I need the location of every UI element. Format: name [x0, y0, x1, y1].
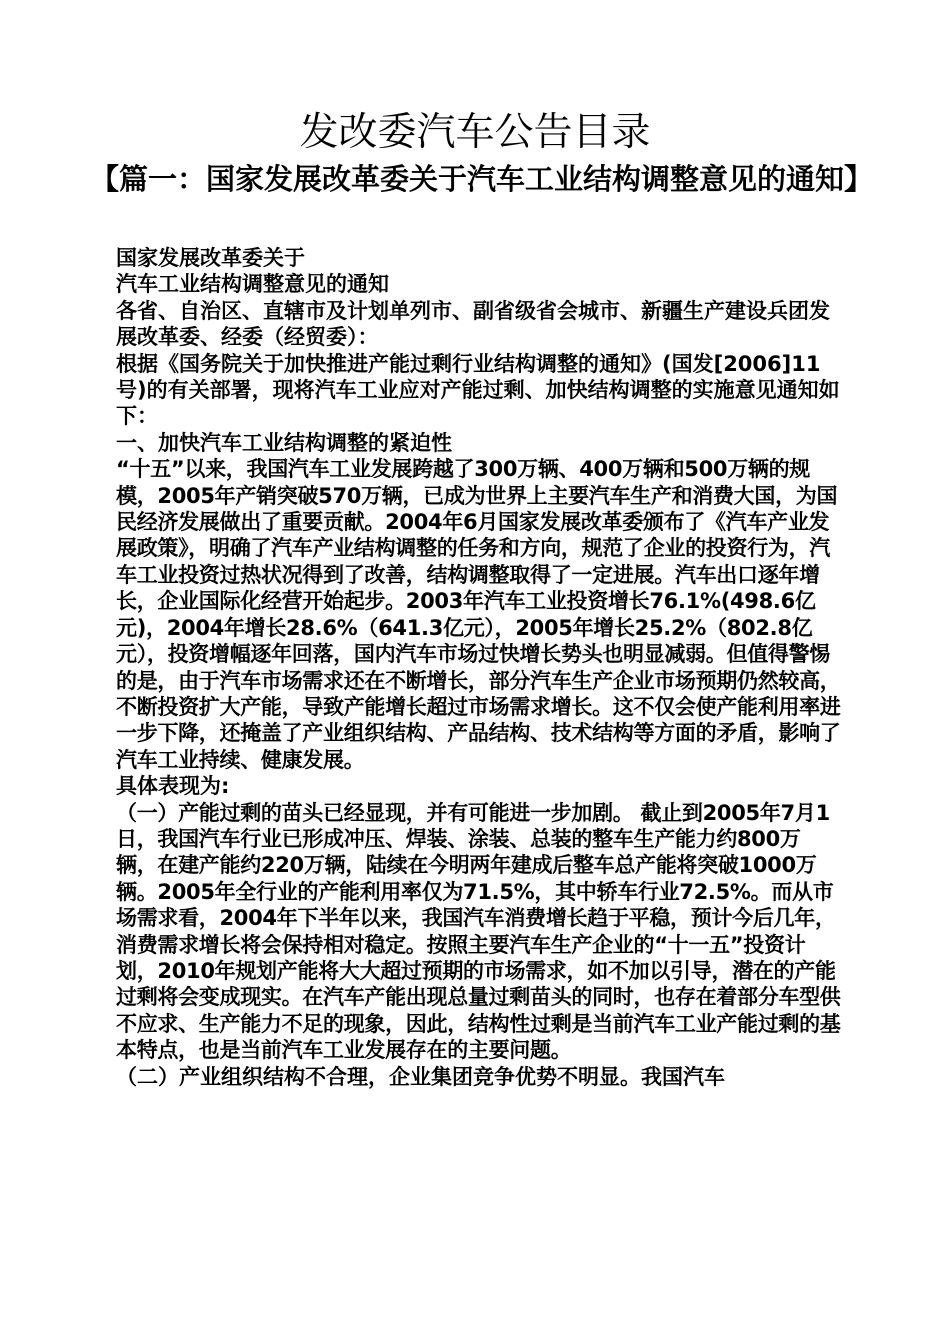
paragraph-specifics-intro: 具体表现为:: [116, 774, 230, 799]
document-body: [116, 245, 842, 1090]
paragraph-addressee: 各省、自治区、直辖市及计划单列市、副省级省会城市、新疆生产建设兵团发展改革委、经委（经贸委）：: [116, 298, 830, 350]
paragraph-preamble: 根据《国务院关于加快推进产能过剩行业结构调整的通知》(国发[2006]11号)的有关部署，现将汽车工业应对产能过剩、加快结构调整的实施意见通知如下：: [116, 351, 840, 429]
paragraph-point-one: （一）产能过剩的苗头已经显现，并有可能进一步加剧。 截止到2005年7月1日，我国汽车行业已形成冲压、焊装、涂装、总装的整车生产能力约800万辆，在建产能约220万辆，陆续在今明两年建成后整车总产能将突破1000万辆。2005年全行业的产能利用率仅为71.5%，其中轿车行业72.5%。而从市场需求看，2004年下半年以来，我国汽车消费增长趋于平稳，预计今后几年，消费需求增长将会保持相对稳定。按照主要汽车生产企业的“十一五”投资计划，2010年规划产能将大大超过预期的市场需求，如不加以引导，潜在的产能过剩将会变成现实。在汽车产能出现总量过剩苗头的同时，也存在着部分车型供不应求、生产能力不足的现象，因此，结构性过剩是当前汽车工业产能过剩的基本特点，也是当前汽车工业发展存在的主要问题。: [116, 800, 841, 1063]
paragraph-background: “十五”以来，我国汽车工业发展跨越了300万辆、400万辆和500万辆的规模，2005年产销突破570万辆，已成为世界上主要汽车生产和消费大国，为国民经济发展做出了重要贡献。2004年6月国家发展改革委颁布了《汽车产业发展政策》，明确了汽车产业结构调整的任务和方向，规范了企业的投资行为，汽车工业投资过热状况得到了改善，结构调整取得了一定进展。汽车出口逐年增长，企业国际化经营开始起步。2003年汽车工业投资增长76.1%(498.6亿元)，2004年增长28.6%（641.3亿元），2005年增长25.2%（802.8亿元），投资增幅逐年回落，国内汽车市场过快增长势头也明显减弱。但值得警惕的是，由于汽车市场需求还在不断增长，部分汽车生产企业市场预期仍然较高，不断投资扩大产能，导致产能增长超过市场需求增长。这不仅会使产能利用率进一步下降，还掩盖了产业组织结构、产品结构、技术结构等方面的矛盾，影响了汽车工业持续、健康发展。: [116, 457, 841, 772]
paragraph-heading-line2: 汽车工业结构调整意见的通知: [116, 272, 389, 297]
section-heading-urgency: 一、加快汽车工业结构调整的紧迫性: [116, 430, 452, 455]
paragraph-heading-line1: 国家发展改革委关于: [116, 246, 305, 270]
document-title: 发改委汽车公告目录: [299, 110, 651, 155]
document-subtitle: 【篇一：国家发展改革委关于汽车工业结构调整意见的通知】: [90, 162, 874, 196]
paragraph-point-two: （二）产业组织结构不合理，企业集团竞争优势不明显。我国汽车: [116, 1064, 725, 1089]
